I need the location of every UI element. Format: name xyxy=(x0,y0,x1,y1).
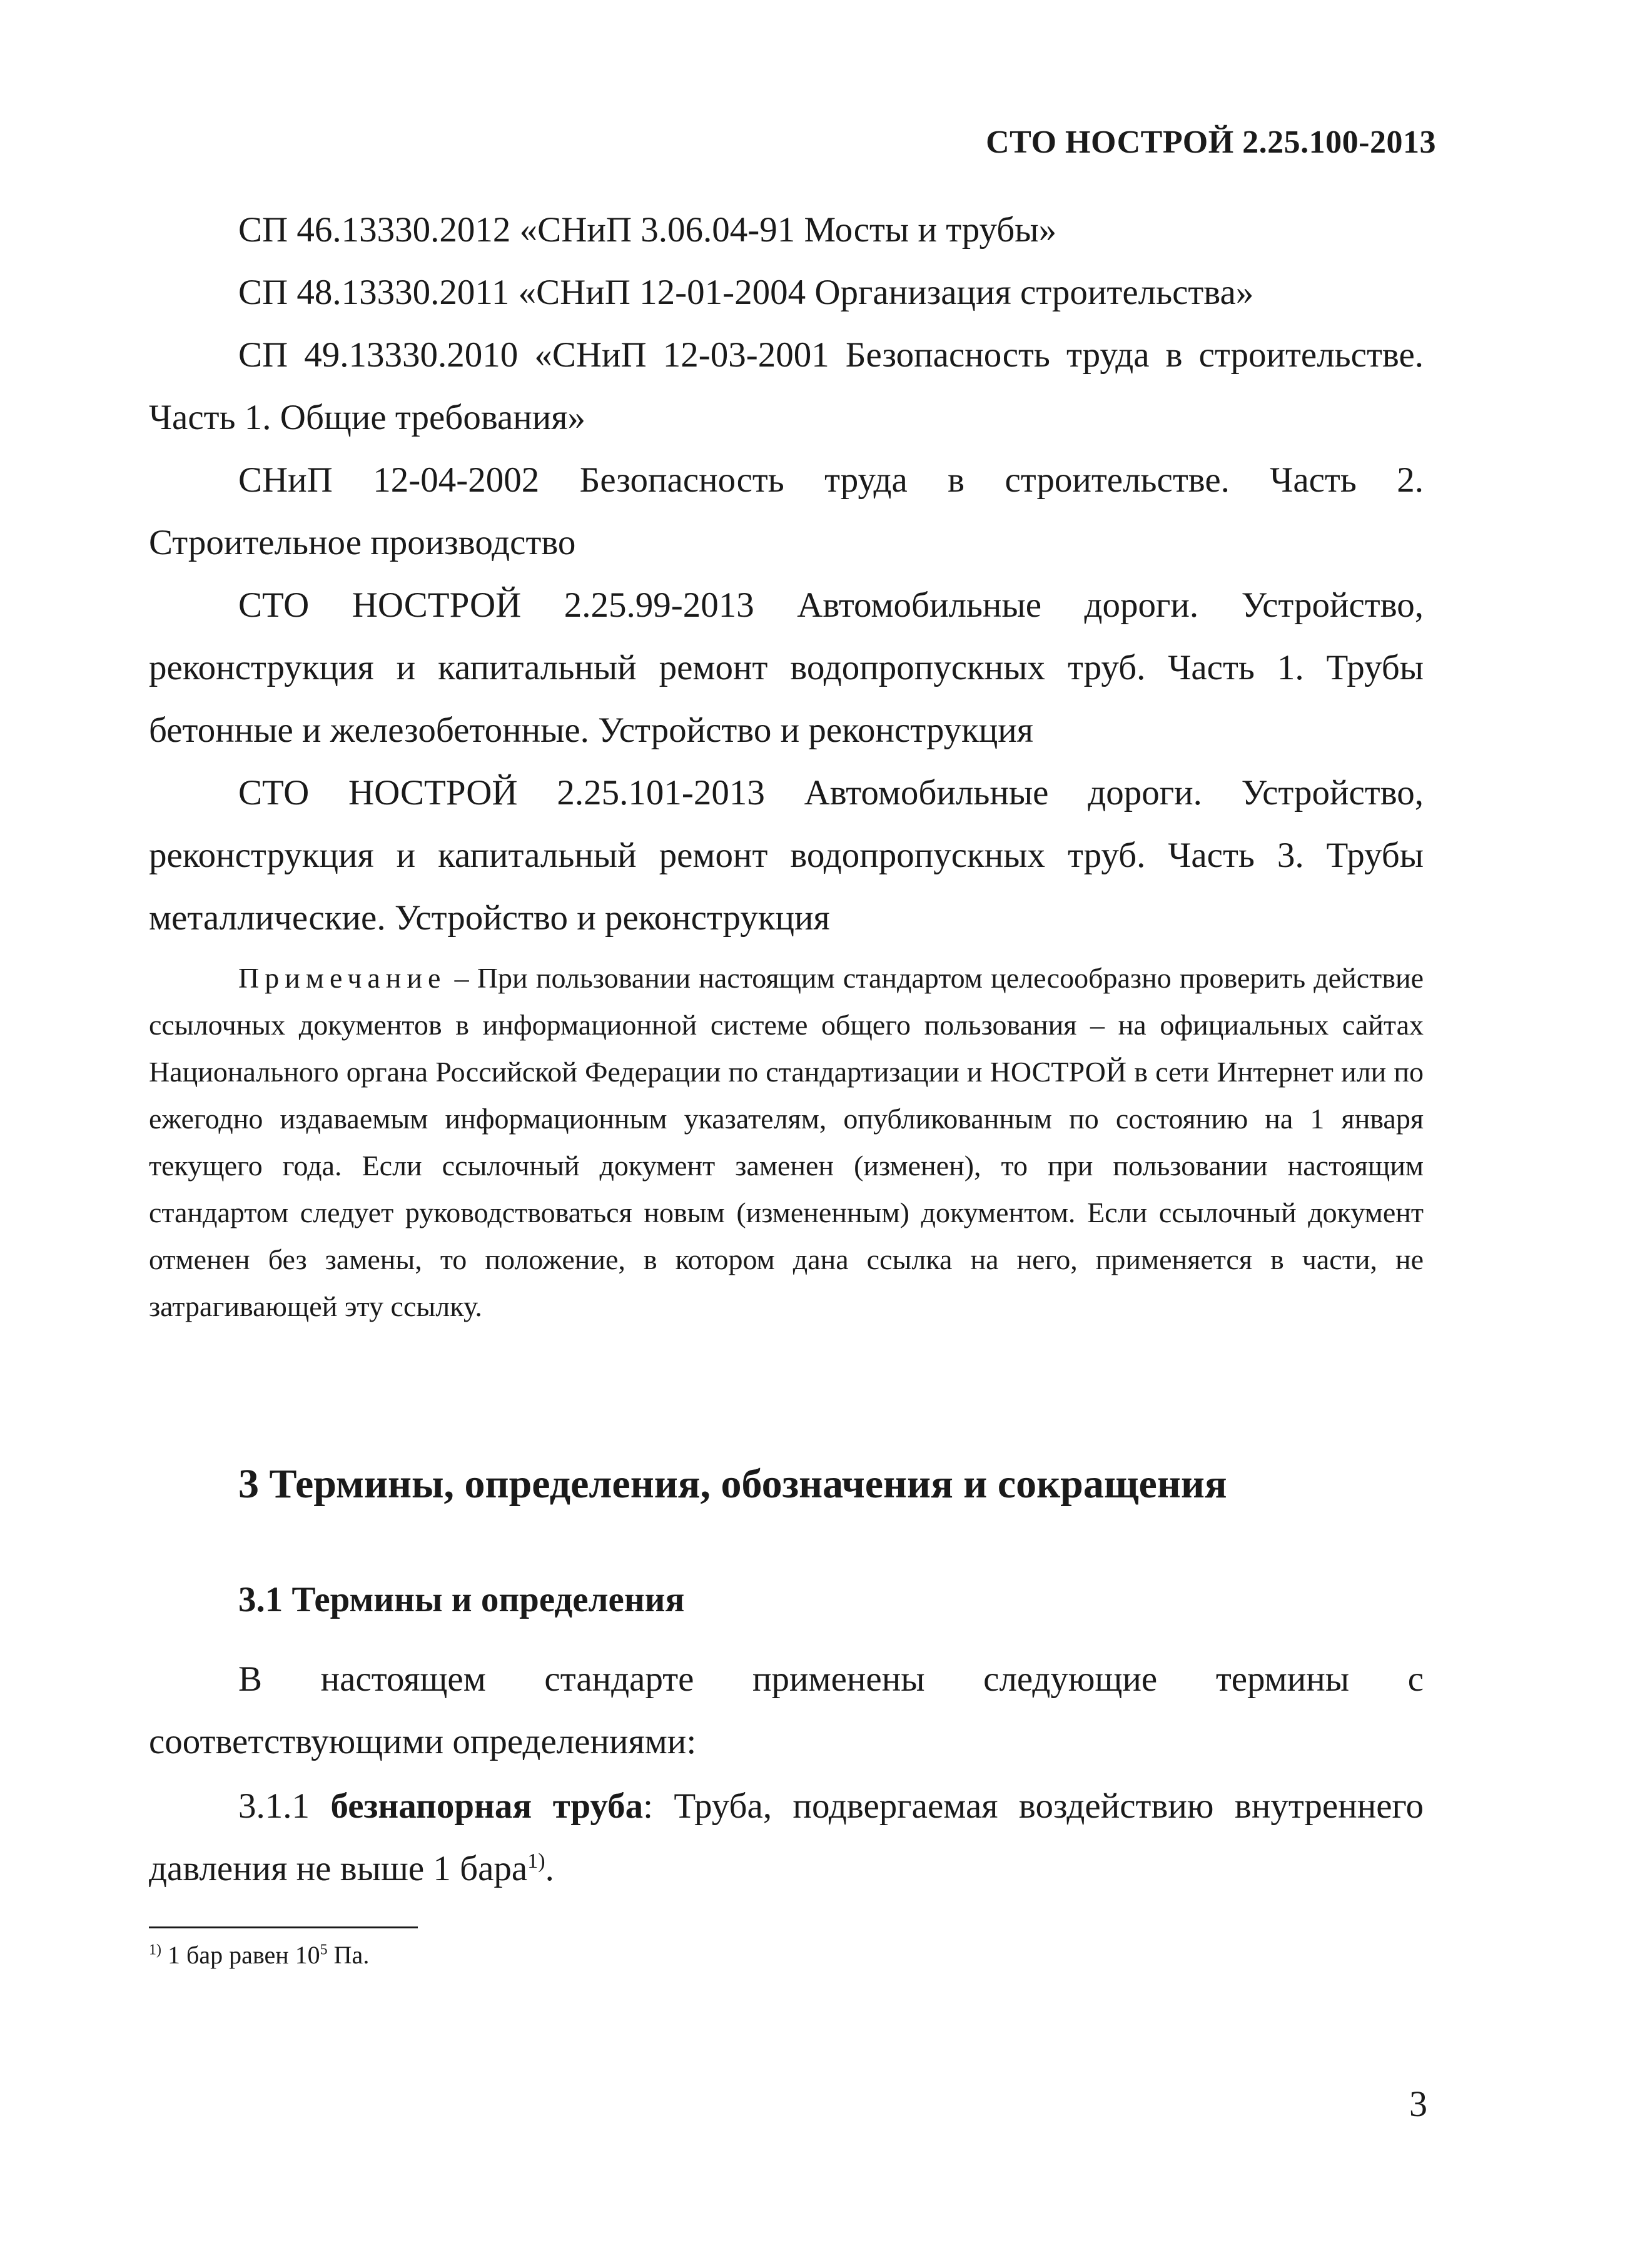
footnote-text: 1 бар равен 10 xyxy=(161,1941,320,1969)
term-end: . xyxy=(545,1849,554,1888)
term-name: безнапорная труба xyxy=(330,1786,644,1826)
subsection-title: 3.1 Термины и определения xyxy=(238,1580,685,1619)
term-text: : Труба, подвергаемая воздействию внутреннего давления не выше 1 бара xyxy=(149,1786,1424,1888)
reference-item: СП 48.13330.2011 «СНиП 12-01-2004 Организация строительства» xyxy=(238,273,1254,312)
terms-intro: В настоящем стандарте применены следующие термины с соответствующими определениями: xyxy=(149,1659,1424,1761)
footnote-exponent: 5 xyxy=(320,1941,328,1958)
note-label: Примечание xyxy=(238,962,447,994)
terms-block xyxy=(149,1648,1424,1900)
footnote-mark: 1) xyxy=(149,1941,161,1958)
running-header: СТО НОСТРОЙ 2.25.100-2013 xyxy=(986,124,1436,160)
term-number: 3.1.1 xyxy=(238,1786,331,1826)
reference-item: СП 49.13330.2010 «СНиП 12-03-2001 Безопасность труда в строительстве. Часть 1. Общие требования» xyxy=(149,335,1424,437)
reference-item: СНиП 12-04-2002 Безопасность труда в строительстве. Часть 2. Строительное производство xyxy=(149,460,1424,562)
footnote xyxy=(149,1940,369,1970)
footnote-reference: 1) xyxy=(527,1850,545,1873)
term-definition xyxy=(149,1775,1424,1900)
note-paragraph xyxy=(149,954,1424,1330)
footnote-divider xyxy=(149,1926,418,1928)
footnote-text-end: Па. xyxy=(327,1941,370,1969)
normative-references xyxy=(149,199,1424,1330)
reference-item: СТО НОСТРОЙ 2.25.101-2013 Автомобильные дороги. Устройство, реконструкция и капитальный ремонт водопропускных труб. Часть 3. Трубы металлические. Устройство и реконструкция xyxy=(149,773,1424,938)
note-text: – При пользовании настоящим стандартом целесообразно проверить действие ссылочных документов в информационной системе общего пользования – на официальных сайтах Национального органа Российской Федерации по стандартизации и НОСТРОЙ в сети Интернет или по ежегодно издаваемым информационным указателям, опубликованным по состоянию на 1 января текущего года. Если ссылочный документ заменен (изменен), то при пользовании настоящим стандартом следует руководствоваться новым (измененным) документом. Если ссылочный документ отменен без замены, то положение, в котором дана ссылка на него, применяется в части, не затрагивающей эту ссылку. xyxy=(149,962,1424,1322)
reference-item: СТО НОСТРОЙ 2.25.99-2013 Автомобильные дороги. Устройство, реконструкция и капитальный ремонт водопропускных труб. Часть 1. Трубы бетонные и железобетонные. Устройство и реконструкция xyxy=(149,585,1424,750)
section-title: 3 Термины, определения, обозначения и сокращения xyxy=(238,1461,1227,1507)
reference-item: СП 46.13330.2012 «СНиП 3.06.04-91 Мосты и трубы» xyxy=(238,210,1057,250)
page-number: 3 xyxy=(1409,2083,1427,2124)
